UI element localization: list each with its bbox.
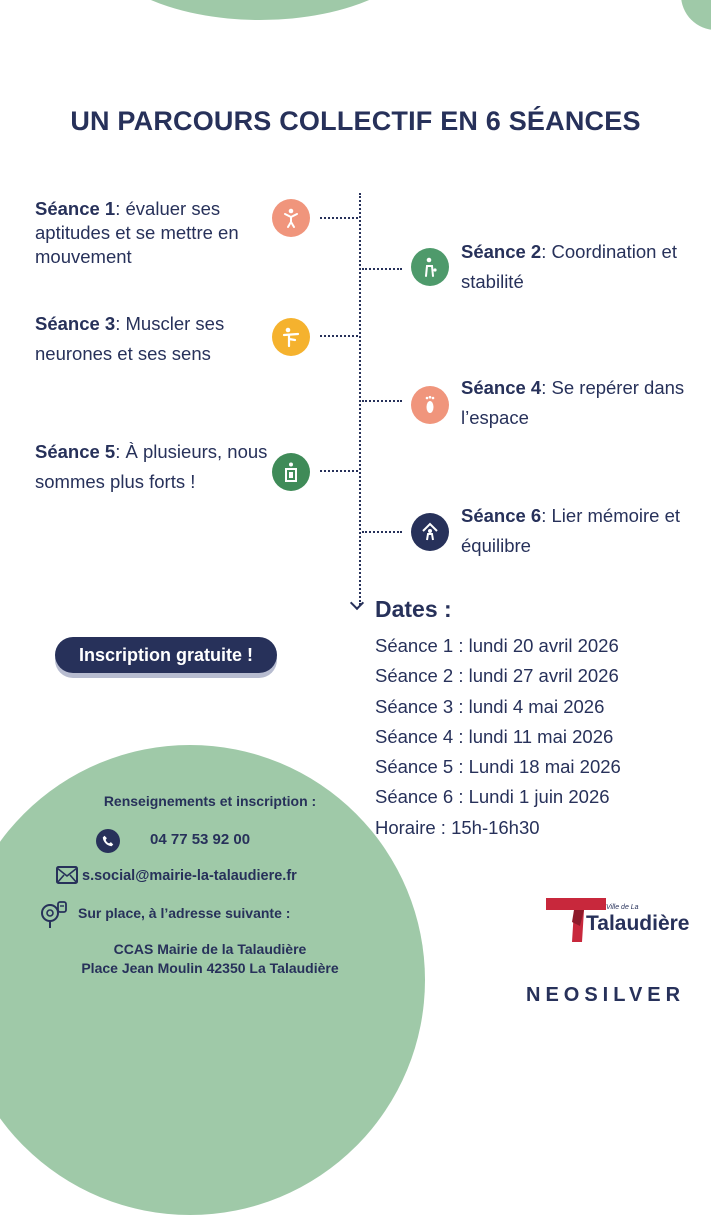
location-pin-icon [40, 900, 74, 935]
seance-6-text: : Lier mémoire et équilibre [461, 505, 681, 556]
seance-4-text: : Se repérer dans l’espace [461, 377, 685, 428]
seance-1-label: Séance 1 [35, 198, 116, 219]
ville-talaudiere-logo [546, 892, 696, 952]
seance-1-item [35, 197, 260, 269]
schedule-item: Horaire : 15h-16h30 [375, 816, 540, 838]
phone-number[interactable]: 04 77 53 92 00 [150, 831, 251, 848]
info-title: Renseignements et inscription : [103, 793, 317, 809]
connector-seance-1 [320, 217, 358, 219]
date-item: Séance 1 : lundi 20 avril 2026 [375, 635, 619, 656]
ville-name: Talaudière [586, 912, 690, 935]
place-text: Sur place, à l’adresse suivante : [78, 905, 291, 921]
seance-3-item [35, 309, 265, 369]
dates-title: Dates : [375, 596, 452, 622]
connector-seance-6 [362, 531, 402, 533]
seance-2-label: Séance 2 [461, 241, 542, 262]
decorative-green-blob-corner [681, 0, 711, 30]
person-memory-icon [411, 513, 449, 551]
person-balance-icon [411, 248, 449, 286]
seance-3-label: Séance 3 [35, 313, 116, 334]
timeline-line [359, 193, 361, 605]
ville-prefix: Ville de La [606, 904, 639, 911]
date-item: Séance 5 : Lundi 18 mai 2026 [375, 756, 621, 778]
footprint-icon [411, 386, 449, 424]
seance-5-text: : À plusieurs, nous sommes plus forts ! [35, 441, 268, 492]
inscription-button[interactable]: Inscription gratuite ! [55, 637, 277, 673]
date-item: Séance 4 : lundi 11 mai 2026 [375, 725, 614, 747]
connector-seance-3 [320, 335, 358, 337]
person-exercise-icon [272, 318, 310, 356]
address-line-1: CCAS Mairie de la Talaudière [113, 941, 307, 957]
timeline-arrow-down-icon [350, 596, 364, 610]
neosilver-logo: NEOSILVER [526, 984, 686, 1006]
date-item: Séance 3 : lundi 4 mai 2026 [375, 695, 605, 717]
seance-4-label: Séance 4 [461, 377, 542, 398]
page-title: UN PARCOURS COLLECTIF EN 6 SÉANCES [70, 106, 641, 136]
address [40, 940, 380, 978]
connector-seance-5 [320, 470, 358, 472]
decorative-green-blob-top [95, 0, 425, 20]
person-stretch-icon [272, 199, 310, 237]
seance-6-item [461, 501, 706, 561]
connector-seance-4 [362, 400, 402, 402]
seance-4-item [461, 373, 706, 433]
dates-list [375, 631, 621, 843]
date-item: Séance 6 : Lundi 1 juin 2026 [375, 786, 610, 808]
seance-5-item [35, 437, 275, 497]
address-line-2: Place Jean Moulin 42350 La Talaudière [81, 960, 339, 976]
seance-5-label: Séance 5 [35, 441, 116, 462]
phone-icon [96, 829, 120, 853]
seance-1-text: : évaluer ses aptitudes et se mettre en mouvement [35, 198, 239, 267]
seance-6-label: Séance 6 [461, 505, 542, 526]
email-link[interactable]: s.social@mairie-la-talaudiere.fr [82, 868, 297, 884]
seance-3-text: : Muscler ses neurones et ses sens [35, 313, 225, 364]
connector-seance-2 [362, 268, 402, 270]
person-group-icon [272, 453, 310, 491]
seance-2-item [461, 237, 706, 297]
decorative-green-blob-bottom [0, 745, 425, 1215]
date-item: Séance 2 : lundi 27 avril 2026 [375, 665, 619, 687]
seance-2-text: : Coordination et stabilité [461, 241, 677, 292]
mail-icon [56, 866, 78, 889]
